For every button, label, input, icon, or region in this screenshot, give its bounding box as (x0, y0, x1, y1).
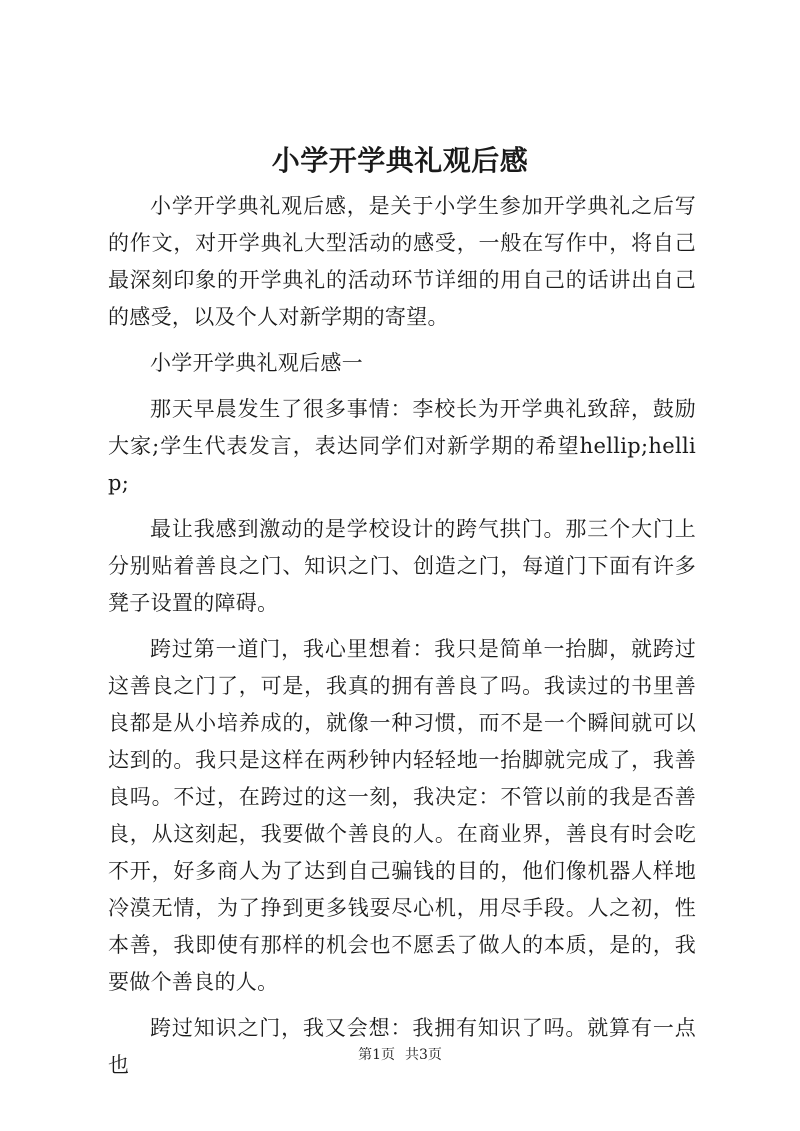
document-body (108, 188, 696, 1084)
paragraph-morning: 那天早晨发生了很多事情：李校长为开学典礼致辞，鼓励大家;学生代表发言，表达同学们对新学期的希望hellip;hellip; (108, 397, 696, 495)
paragraph-intro: 小学开学典礼观后感，是关于小学生参加开学典礼之后写的作文，对开学典礼大型活动的感受，一般在写作中，将自己最深刻印象的开学典礼的活动环节详细的用自己的话讲出自己的感受，以及个人对新学期的寄望。 (108, 194, 696, 329)
page-total: 共3页 (405, 1047, 442, 1063)
page-number: 第1页 (358, 1047, 395, 1063)
paragraph-arches: 最让我感到激动的是学校设计的跨气拱门。那三个大门上分别贴着善良之门、知识之门、创造之门，每道门下面有许多凳子设置的障碍。 (108, 517, 696, 615)
paragraph-kindness-gate: 跨过第一道门，我心里想着：我只是简单一抬脚，就跨过这善良之门了，可是，我真的拥有善良了吗。我读过的书里善良都是从小培养成的，就像一种习惯，而不是一个瞬间就可以达到的。我只是这样在两秒钟内轻轻地一抬脚就完成了，我善良吗。不过，在跨过的这一刻，我决定：不管以前的我是否善良，从这刻起，我要做个善良的人。在商业界，善良有时会吃不开，好多商人为了达到自己骗钱的目的，他们像机器人样地冷漠无情，为了挣到更多钱耍尽心机，用尽手段。人之初，性本善，我即使有那样的机会也不愿丢了做人的本质，是的，我要做个善良的人。 (108, 637, 696, 994)
paragraph-knowledge-gate: 跨过知识之门，我又会想：我拥有知识了吗。就算有一点也 (108, 1016, 696, 1077)
paragraph-subheading: 小学开学典礼观后感一 (150, 351, 363, 375)
page-footer (0, 1045, 800, 1065)
document-title: 小学开学典礼观后感 (271, 144, 529, 177)
